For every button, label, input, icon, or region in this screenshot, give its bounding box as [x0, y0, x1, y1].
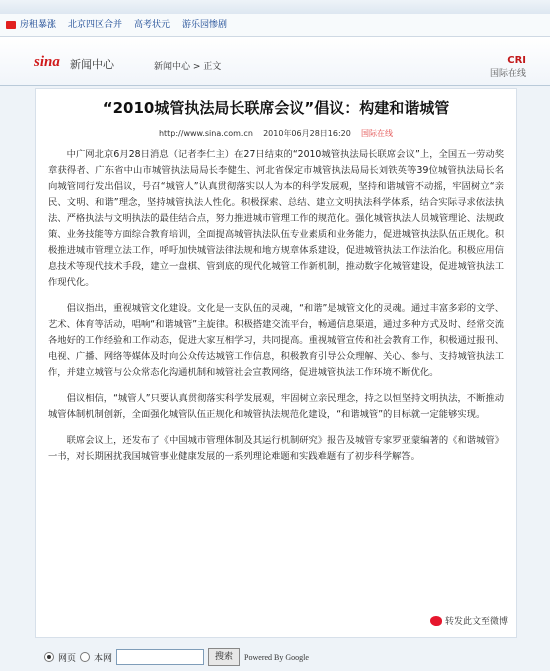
search-input[interactable] [116, 649, 204, 665]
search-button[interactable]: 搜索 [208, 648, 240, 666]
share-weibo[interactable] [430, 614, 508, 627]
article-paragraph: 中广网北京6月28日消息（记者李仁主）在27日结束的“2010城管执法局长联席会议”上，全国五一劳动奖章获得者、广东省中山市城管执法局局长李健生、河北省保定市城管执法局局长刘铁英等39位城管执法局长名向城管同行发出倡议，号召“城管人”认真贯彻落实以人为本的科学发展观，坚持和谐城管不动摇，牢固树立“亲民、文明、和谐”理念，坚持城管执法人性化。积极探索、总结、建立文明执法科学体系，结合实际寻求依法执法、严格执法与文明执法的最佳结合点，努力推进城市管理工作的规范化。强化城管执法人员城管理论、法规政策、业务技能等方面综合教育培训，全面提高城管执法队伍专业素质和业务能力，促进城管执法队伍正规化。积极推进城市管理立法工作，呼吁加快城管法律法规和地方规章体系建设，促进城管执法工作法治化。积极应用信息技术等现代技术手段，建立一盘棋、管到底的现代化城管工作新机制，推动数字化城管建设，促进城管执法工作现代化。 [48, 149, 504, 288]
search-bar [0, 638, 550, 671]
article-paragraph: 倡议指出，重视城管文化建设。文化是一支队伍的灵魂，“和谐”是城管文化的灵魂。通过丰富多彩的文学、艺术、体育等活动，唱响“和谐城管”主旋律。积极搭建交流平台，畅通信息渠道，通过多种方式及时、经常交流各地好的工作经验和工作动态，促进大家互相学习，共同提高。重视城管宣传和社会教育工作，积极通过报刊、电视、广播、网络等媒体及时向公众传达城管工作信息，积极教育引导公众理解、关心、参与、支持城管执法工作，并建立城管与公众常态化沟通机制和城管社会宣教网络，促进城管执法工作环境不断优化。 [48, 303, 504, 378]
article-panel [35, 88, 517, 638]
top-strip [0, 0, 550, 15]
radio-web[interactable] [44, 652, 54, 662]
article-body [48, 147, 504, 475]
radio-site-label: 本网 [94, 653, 113, 664]
site-name[interactable]: 新闻中心 [70, 58, 114, 71]
sina-logo[interactable]: sina [34, 54, 60, 70]
hot-topics-bar [0, 14, 550, 37]
partner-logo[interactable] [490, 55, 526, 79]
meta-time: 2010年06月28日16:20 [263, 129, 351, 138]
hot-topic-link[interactable]: 高考状元 [134, 20, 171, 30]
meta-source[interactable]: 国际在线 [361, 129, 394, 138]
radio-web-label: 网页 [58, 653, 77, 664]
article-paragraph: 联席会议上，还发布了《中国城市管理体制及其运行机制研究》报告及城管专家罗亚蒙编著的《和谐城管》一书，对长期困扰我国城管事业健康发展的一系列理论难题和实践难题有了初步科学解答。 [48, 435, 504, 462]
hot-icon [6, 21, 16, 29]
hot-topic-link[interactable]: 房租暴涨 [20, 20, 57, 30]
powered-by: Powered By Google [244, 652, 309, 662]
site-header [0, 37, 550, 86]
radio-site[interactable] [80, 652, 90, 662]
article-paragraph: 倡议相信，“城管人”只要认真贯彻落实科学发展观，牢固树立亲民理念，持之以恒坚持文明执法，不断推动城管体制机制创新，全面强化城管队伍正规化和城管执法规范化建设，“和谐城管”的目标就一定能够实现。 [48, 393, 504, 420]
partner-name: CRI [507, 55, 526, 66]
breadcrumb[interactable]: 新闻中心 > 正文 [154, 62, 222, 72]
share-label: 转发此文至微博 [444, 617, 508, 627]
hot-topics-list [20, 14, 227, 36]
hot-topic-link[interactable]: 北京四区合并 [68, 20, 123, 30]
article-title: “2010城管执法局长联席会议”倡议：构建和谐城管 [102, 99, 450, 117]
partner-subtitle: 国际在线 [489, 69, 526, 79]
meta-site[interactable]: http://www.sina.com.cn [158, 129, 253, 138]
weibo-icon [430, 616, 442, 626]
hot-topic-link[interactable]: 游乐园惨剧 [182, 20, 228, 30]
article-meta [36, 128, 516, 139]
